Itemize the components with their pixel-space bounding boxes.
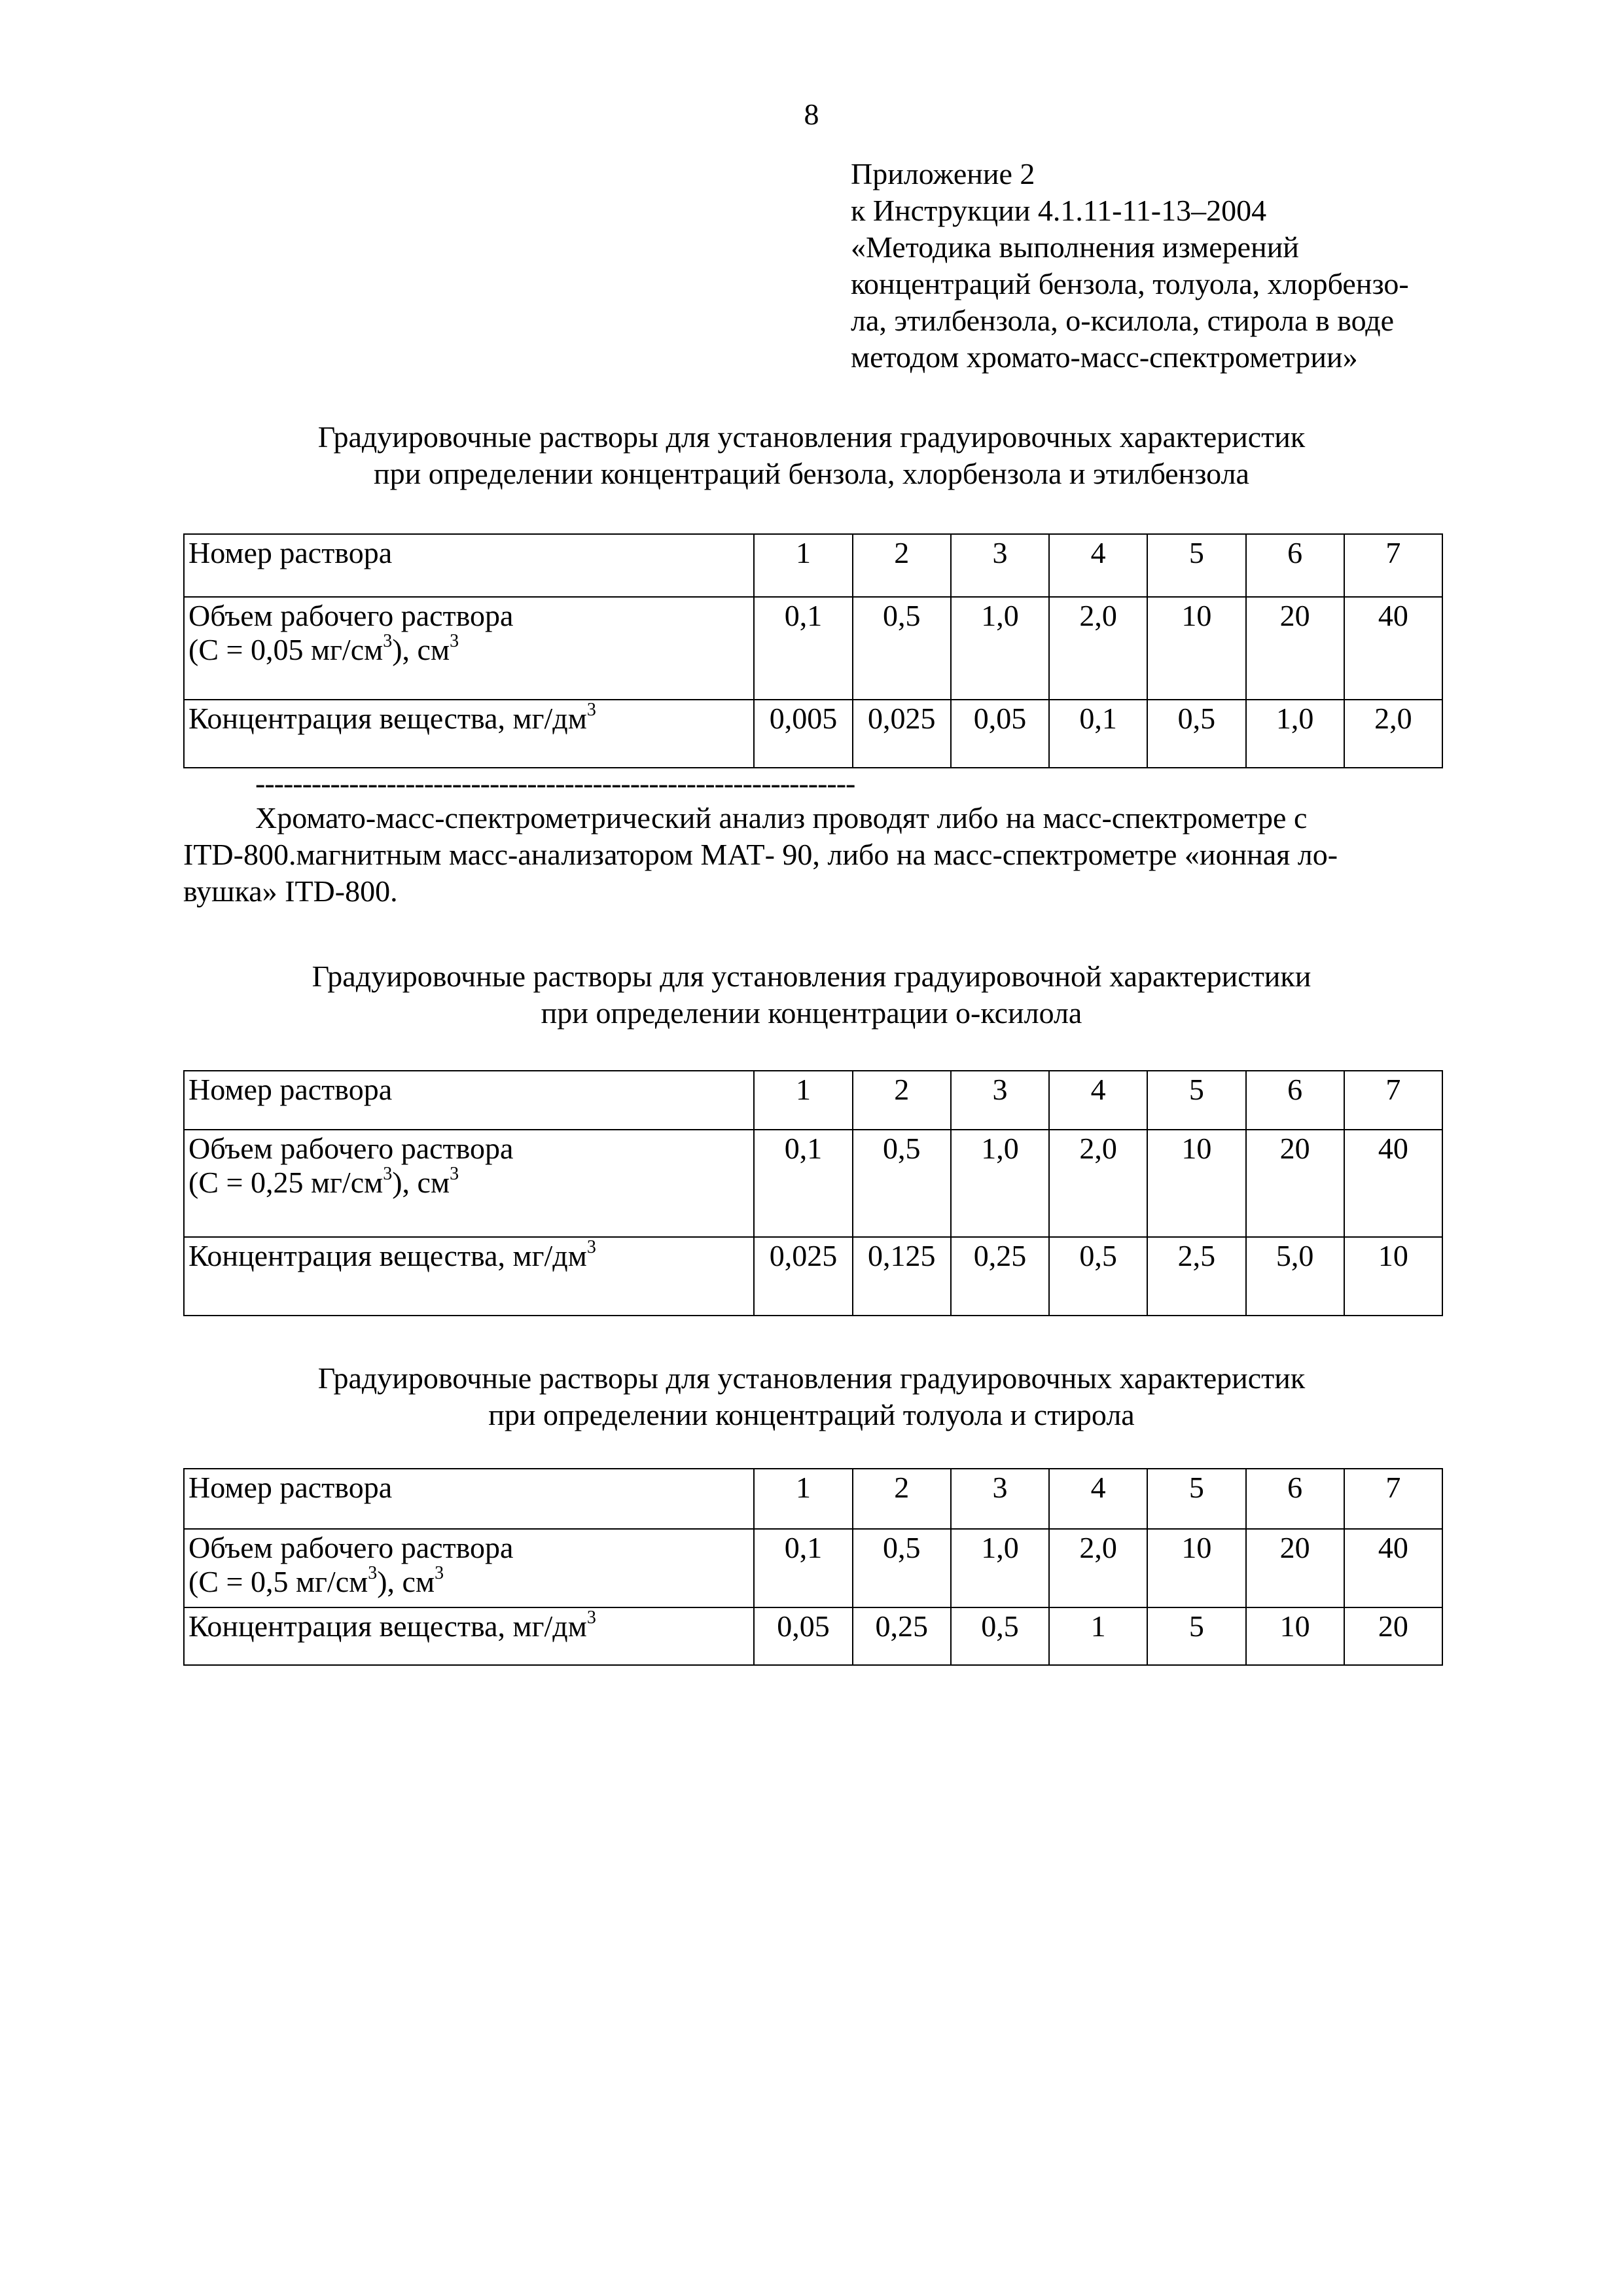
table-cell: 2,0 — [1049, 1130, 1147, 1237]
table-cell: 7 — [1344, 1071, 1442, 1130]
table-cell: 0,25 — [853, 1607, 951, 1665]
table-row — [184, 1237, 1442, 1316]
appendix-line: концентраций бензола, толуола, хлорбензо- — [851, 267, 1409, 300]
table-cell: 5 — [1147, 1071, 1245, 1130]
label-line: Объем рабочего раствора — [188, 1132, 514, 1165]
appendix-line: к Инструкции 4.1.11-11-13–2004 — [851, 194, 1267, 227]
caption-line: при определении концентрации о-ксилола — [541, 996, 1082, 1030]
table-row — [184, 534, 1442, 597]
table-cell: 0,5 — [853, 1130, 951, 1237]
appendix-reference — [851, 156, 1505, 376]
table-cell: 2,0 — [1049, 1529, 1147, 1607]
table-cell: 5,0 — [1246, 1237, 1344, 1316]
page-number: 8 — [804, 98, 819, 131]
label-line: (С = 0,5 $мг/см^3$), $см^3$ — [188, 1562, 444, 1598]
table-cell: 0,25 — [951, 1237, 1049, 1316]
table1-caption — [0, 419, 1623, 492]
caption-line: при определении концентраций бензола, хлорбензола и этилбензола — [374, 457, 1249, 490]
table-cell: 3 — [951, 534, 1049, 597]
table-cell: 1 — [754, 1469, 852, 1529]
table2 — [183, 1070, 1443, 1316]
paragraph-line: ITD-800.магнитным масс-анализатором МАТ- 90, либо на масс-спектрометре «ионная ло- — [183, 838, 1338, 871]
table-cell: 3 — [951, 1469, 1049, 1529]
row-label — [184, 597, 754, 700]
appendix-line: ла, этилбензола, о-ксилола, стирола в воде — [851, 304, 1395, 337]
table1 — [183, 533, 1443, 768]
table-cell: 10 — [1147, 1529, 1245, 1607]
caption-line: Градуировочные растворы для установления градуировочных характеристик — [317, 420, 1306, 454]
row-label — [184, 1529, 754, 1607]
table-cell: 5 — [1147, 534, 1245, 597]
label-line: (С = 0,25 $мг/см^3$), $см^3$ — [188, 1163, 459, 1199]
table-cell: 2,0 — [1049, 597, 1147, 700]
label-line: Объем рабочего раствора — [188, 599, 514, 632]
table-cell: 0,05 — [951, 700, 1049, 768]
table-row — [184, 1071, 1442, 1130]
table-cell: 20 — [1246, 1529, 1344, 1607]
table-cell: 40 — [1344, 1130, 1442, 1237]
table-cell: 6 — [1246, 534, 1344, 597]
table-cell: 4 — [1049, 534, 1147, 597]
table-row — [184, 1607, 1442, 1665]
appendix-line: методом хромато-масс-спектрометрии» — [851, 340, 1358, 374]
table-cell: 2,0 — [1344, 700, 1442, 768]
table-cell: 0,025 — [853, 700, 951, 768]
table-cell: 2,5 — [1147, 1237, 1245, 1316]
table-row — [184, 597, 1442, 700]
table-cell: 1,0 — [1246, 700, 1344, 768]
table-cell: 3 — [951, 1071, 1049, 1130]
table-cell: 0,5 — [1147, 700, 1245, 768]
table-cell: 10 — [1147, 597, 1245, 700]
row-label: Номер раствора — [184, 1071, 754, 1130]
table2-caption — [0, 958, 1623, 1031]
table-cell: 5 — [1147, 1607, 1245, 1665]
row-label: Концентрация вещества, $мг/дм^3$ — [184, 1237, 754, 1316]
table3-caption — [0, 1360, 1623, 1433]
appendix-line: «Методика выполнения измерений — [851, 230, 1299, 264]
label-line: (С = 0,05 $мг/см^3$), $см^3$ — [188, 630, 459, 666]
table-cell: 10 — [1147, 1130, 1245, 1237]
caption-line: Градуировочные растворы для установления градуировочной характеристики — [312, 960, 1311, 993]
table-cell: 7 — [1344, 1469, 1442, 1529]
table-cell: 0,125 — [853, 1237, 951, 1316]
table-cell: 0,025 — [754, 1237, 852, 1316]
table-cell: 0,5 — [1049, 1237, 1147, 1316]
table-cell: 2 — [853, 1469, 951, 1529]
table-cell: 2 — [853, 534, 951, 597]
table-cell: 0,5 — [951, 1607, 1049, 1665]
table-row — [184, 700, 1442, 768]
table3 — [183, 1468, 1443, 1666]
row-label: Номер раствора — [184, 534, 754, 597]
separator-dashes: ---------------------------------------------------------------- — [255, 766, 855, 800]
row-label: Концентрация вещества, $мг/дм^3$ — [184, 1607, 754, 1665]
table-cell: 20 — [1246, 597, 1344, 700]
table-row — [184, 1130, 1442, 1237]
table-cell: 7 — [1344, 534, 1442, 597]
paragraph-line: Хромато-масс-спектрометрический анализ проводят либо на масс-спектрометре с — [255, 801, 1308, 834]
table-cell: 1 — [754, 534, 852, 597]
table-cell: 20 — [1246, 1130, 1344, 1237]
label-line: Объем рабочего раствора — [188, 1531, 514, 1564]
table-cell: 0,1 — [754, 597, 852, 700]
table-cell: 4 — [1049, 1071, 1147, 1130]
table-cell: 1,0 — [951, 597, 1049, 700]
table-cell: 10 — [1246, 1607, 1344, 1665]
row-label — [184, 1130, 754, 1237]
table-cell: 20 — [1344, 1607, 1442, 1665]
table-cell: 6 — [1246, 1469, 1344, 1529]
table-cell: 6 — [1246, 1071, 1344, 1130]
table-cell: 1,0 — [951, 1130, 1049, 1237]
table-cell: 40 — [1344, 597, 1442, 700]
table-cell: 4 — [1049, 1469, 1147, 1529]
table-cell: 1 — [754, 1071, 852, 1130]
table-cell: 0,05 — [754, 1607, 852, 1665]
table-cell: 0,1 — [754, 1529, 852, 1607]
table-cell: 0,5 — [853, 1529, 951, 1607]
table-cell: 10 — [1344, 1237, 1442, 1316]
table-row — [184, 1529, 1442, 1607]
table-cell: 1 — [1049, 1607, 1147, 1665]
table-cell: 5 — [1147, 1469, 1245, 1529]
row-label: Концентрация вещества, $мг/дм^3$ — [184, 700, 754, 768]
analysis-paragraph — [183, 800, 1443, 910]
table-cell: 0,1 — [754, 1130, 852, 1237]
caption-line: Градуировочные растворы для установления градуировочных характеристик — [317, 1361, 1306, 1395]
table-row — [184, 1469, 1442, 1529]
table-cell: 40 — [1344, 1529, 1442, 1607]
caption-line: при определении концентраций толуола и стирола — [488, 1398, 1135, 1431]
table-cell: 1,0 — [951, 1529, 1049, 1607]
table-cell: 0,005 — [754, 700, 852, 768]
table-cell: 0,5 — [853, 597, 951, 700]
table-cell: 0,1 — [1049, 700, 1147, 768]
row-label: Номер раствора — [184, 1469, 754, 1529]
table-cell: 2 — [853, 1071, 951, 1130]
appendix-line: Приложение 2 — [851, 157, 1035, 190]
paragraph-line: вушка» ITD-800. — [183, 874, 398, 908]
